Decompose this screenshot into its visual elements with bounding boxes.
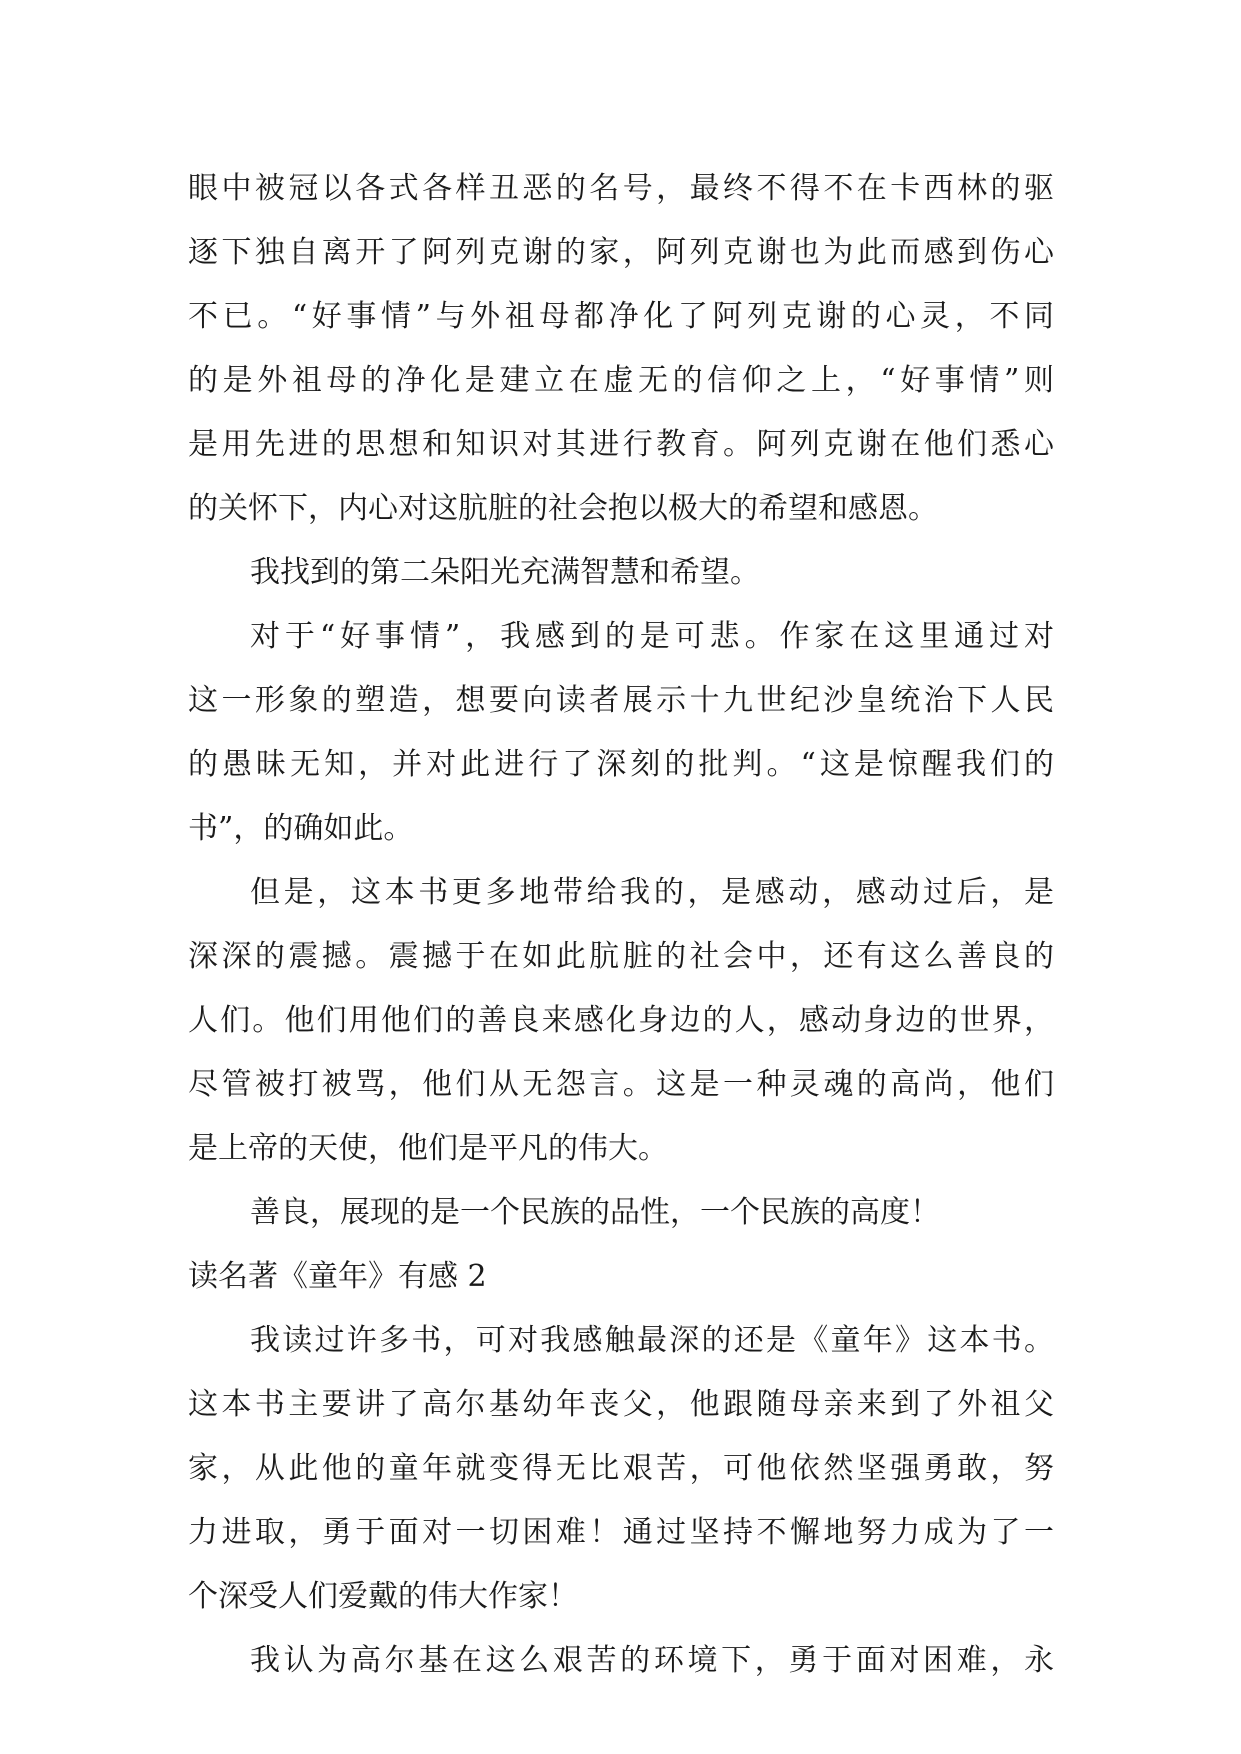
text-line: 的关怀下，内心对这肮脏的社会抱以极大的希望和感恩。 (188, 491, 938, 526)
paragraph-start-line: 但是，这本书更多地带给我的，是感动，感动过后，是 (250, 875, 1054, 910)
text-line: 尽管被打被骂，他们从无怨言。这是一种灵魂的高尚，他们 (188, 1067, 1054, 1102)
text-line: 力进取，勇于面对一切困难！通过坚持不懈地努力成为了一 (188, 1515, 1054, 1550)
paragraph-start-line: 善良，展现的是一个民族的品性，一个民族的高度！ (250, 1195, 940, 1230)
text-line: 是用先进的思想和知识对其进行教育。阿列克谢在他们悉心 (188, 427, 1054, 462)
text-line: 是上帝的天使，他们是平凡的伟大。 (188, 1131, 668, 1166)
text-line: 这一形象的塑造，想要向读者展示十九世纪沙皇统治下人民 (188, 683, 1054, 718)
text-line: 眼中被冠以各式各样丑恶的名号，最终不得不在卡西林的驱 (188, 171, 1054, 206)
text-line: 逐下独自离开了阿列克谢的家，阿列克谢也为此而感到伤心 (188, 235, 1054, 270)
paragraph-start-line: 我认为高尔基在这么艰苦的环境下，勇于面对困难，永 (250, 1643, 1054, 1678)
text-line: 的愚昧无知，并对此进行了深刻的批判。“这是惊醒我们的 (188, 747, 1054, 782)
document-body (188, 157, 1054, 1693)
paragraph-start-line: 我找到的第二朵阳光充满智慧和希望。 (250, 555, 760, 590)
text-line: 深深的震撼。震撼于在如此肮脏的社会中，还有这么善良的 (188, 939, 1054, 974)
paragraph-start-line: 对于“好事情”，我感到的是可悲。作家在这里通过对 (250, 619, 1054, 654)
text-line: 个深受人们爱戴的伟大作家！ (188, 1579, 578, 1614)
text-line: 家，从此他的童年就变得无比艰苦，可他依然坚强勇敢，努 (188, 1451, 1054, 1486)
section-heading: 读名著《童年》有感 2 (188, 1259, 487, 1294)
paragraph-start-line: 我读过许多书，可对我感触最深的还是《童年》这本书。 (250, 1323, 1054, 1358)
text-line: 人们。他们用他们的善良来感化身边的人，感动身边的世界， (188, 1003, 1054, 1038)
text-line: 不已。“好事情”与外祖母都净化了阿列克谢的心灵，不同 (188, 299, 1054, 334)
text-line: 这本书主要讲了高尔基幼年丧父，他跟随母亲来到了外祖父 (188, 1387, 1054, 1422)
text-line: 书”，的确如此。 (188, 811, 414, 846)
text-line: 的是外祖母的净化是建立在虚无的信仰之上，“好事情”则 (188, 363, 1054, 398)
